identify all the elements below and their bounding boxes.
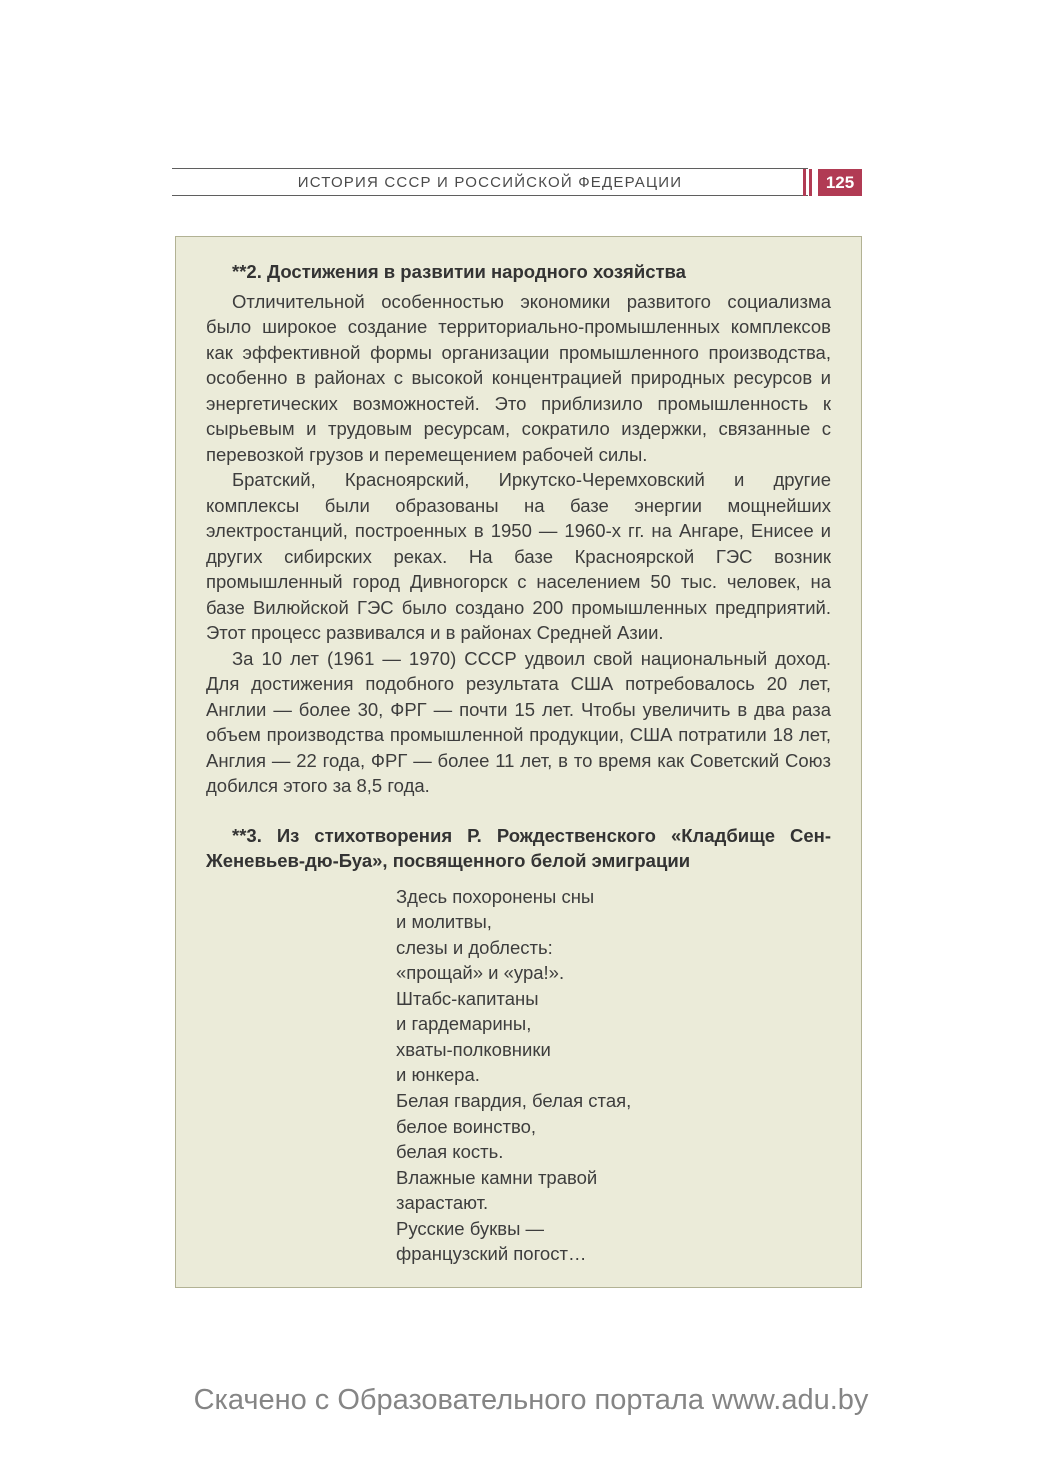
- section-2-heading: **2. Достижения в развитии народного хозяйства: [232, 261, 686, 282]
- poem-line: французский погост…: [396, 1243, 587, 1265]
- running-head-title: ИСТОРИЯ СССР И РОССИЙСКОЙ ФЕДЕРАЦИИ: [297, 174, 683, 191]
- poem-line: белое воинство,: [396, 1115, 537, 1137]
- page-header: [172, 168, 862, 198]
- running-head: [172, 168, 808, 196]
- badge-tick-icon: [803, 169, 806, 196]
- poem-line: белая кость.: [396, 1141, 504, 1163]
- poem-line: Штабс-капитаны: [396, 987, 539, 1009]
- section-2-paragraph: За 10 лет (1961 — 1970) СССР удвоил свой национальный доход. Для достижения подобного результата США потребовалось 20 лет, Англии — более 30, ФРГ — почти 15 лет. Чтобы увеличить в два раза объем производства промышленной продукции, США потратили 18 лет, Англия — 22 года, ФРГ — более 11 лет, в то время как Советский Союз добился этого за 8,5 года.: [206, 647, 831, 797]
- poem-line: зарастают.: [396, 1192, 489, 1214]
- poem-line: слезы и доблесть:: [396, 936, 553, 958]
- poem-line: «прощай» и «ура!».: [396, 962, 565, 984]
- section-2-paragraph: Отличительной особенностью экономики развитого социализма было широкое создание территориально-промышленных комплексов как эффективной формы организации промышленного производства, особенно в районах с высокой концентрацией природных ресурсов и энергетических возможностей. Это приблизило промышленность к сырьевым и трудовым ресурсам, сократило издержки, связанные с перевозкой грузов и перемещением рабочей силы.: [206, 290, 831, 465]
- download-watermark: Скачено с Образовательного портала www.adu.by: [193, 1384, 869, 1416]
- section-3-heading: **3. Из стихотворения Р. Рождественского «Кладбище Сен-Женевьев-дю-Буа», посвященного белой эмиграции: [206, 824, 831, 872]
- poem-line: и гардемарины,: [396, 1013, 532, 1035]
- poem-line: Здесь похоронены сны: [396, 885, 595, 907]
- page-number-badge: [803, 169, 862, 196]
- header-bottom-rule: [172, 195, 808, 196]
- section-2-paragraph: Братский, Красноярский, Иркутско-Черемховский и другие комплексы были образованы на базе энергии мощнейших электростанций, построенных в 1950 — 1960-х гг. на Ангаре, Енисее и других сибирских реках. На базе Красноярской ГЭС возник промышленный город Дивногорск с населением 50 тыс. человек, на базе Вилюйской ГЭС было создано 200 промышленных предприятий. Этот процесс развивался и в районах Средней Азии.: [206, 469, 831, 644]
- content-box: [175, 236, 862, 1288]
- poem-line: Русские буквы —: [396, 1217, 545, 1239]
- poem-line: Белая гвардия, белая стая,: [396, 1089, 632, 1111]
- poem-block: [396, 884, 831, 1267]
- poem-line: и молитвы,: [396, 911, 492, 933]
- poem-line: Влажные камни травой: [396, 1166, 598, 1188]
- page-number: 125: [818, 169, 862, 196]
- badge-tick-icon: [809, 169, 812, 196]
- poem-line: и юнкера.: [396, 1064, 480, 1086]
- poem-line: хваты-полковники: [396, 1038, 551, 1060]
